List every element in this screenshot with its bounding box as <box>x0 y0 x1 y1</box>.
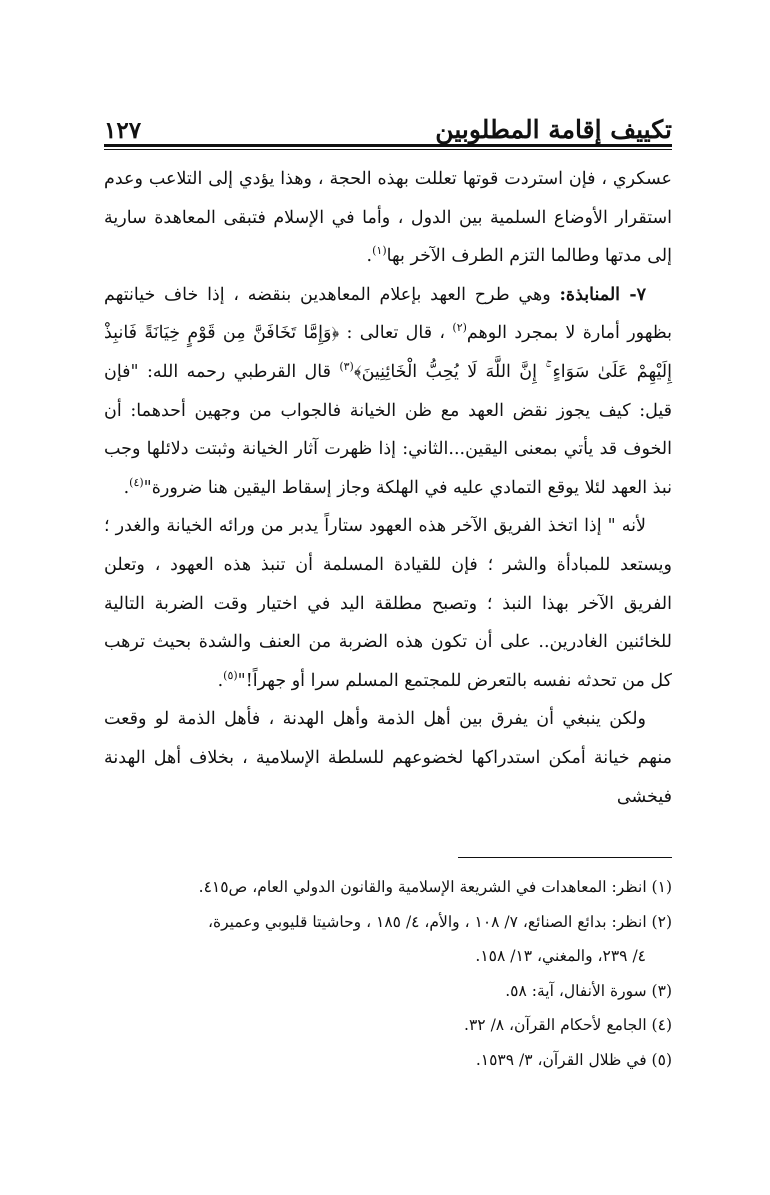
footnote-5: (٥) في ظلال القرآن، ٣/ ١٥٣٩. <box>475 1050 672 1069</box>
footnote-2: (٢) انظر: بدائع الصنائع، ٧/ ١٠٨ ، والأم، ٤/ ١٨٥ ، وحاشيتا قليوبي وعميرة، <box>207 912 672 931</box>
footnote-ref-5: (٥) <box>223 668 238 682</box>
header-rule-thick <box>104 144 672 147</box>
paragraph-2: ٧- المنابذة: وهي طرح العهد بإعلام المعاهدين بنقضه ، إذا خاف خيانتهم بظهور أمارة لا بمجرد الوهم$^{(٢)}$ ، قال تعالى : ﴿وَإِمَّا تَخَافَنَّ مِن قَوْمٍ خِيَانَةً فَانبِذْ إِلَيْهِمْ عَلَىٰ سَوَاءٍ ۚ إِنَّ اللَّهَ لَا يُحِبُّ الْخَائِنِينَ﴾$^{(٣)}$ قال القرطبي رحمه الله: "فإن قيل: كيف يجوز نقض العهد مع ظن الخيانة فالجواب من وجهين أحدهما: أن الخوف قد يأتي بمعنى اليقين...الثاني: إذا ظهرت آثار الخيانة وثبتت دلائلها وجب نبذ العهد لئلا يوقع التمادي عليه في الهلكة وجاز إسقاط اليقين هنا ضرورة"$^{(٤)}$. <box>104 284 673 498</box>
running-header <box>104 104 672 144</box>
footnote-ref-3: (٣) <box>339 360 354 374</box>
running-title: تكييف إقامة المطلوبين <box>435 115 672 144</box>
paragraph-1: عسكري ، فإن استردت قوتها تعللت بهذه الحجة ، وهذا يؤدي إلى التلاعب وعدم استقرار الأوضاع السلمية بين الدول ، وأما في الإسلام فتبقى المعاهدة سارية إلى مدتها وطالما التزم الطرف الآخر بها$^{(١)}$. <box>104 169 672 267</box>
paragraph-3: لأنه " إذا اتخذ الفريق الآخر هذه العهود ستاراً يدبر من ورائه الخيانة والغدر ؛ ويستعد للمبادأة والشر ؛ فإن للقيادة المسلمة أن تنبذ هذه العهود ، وتعلن الفريق الآخر بهذا النبذ ؛ وتصبح مطلقة اليد في اختيار وقت الضربة التالية للخائنين الغادرين.. على أن تكون هذه الضربة من العنف والشدة بحيث ترهب كل من تحدثه نفسه بالتعرض للمجتمع المسلم سرا أو جهراً!"$^{(٥)}$. <box>104 516 672 691</box>
footnote-2-continued: ٤/ ٢٣٩، والمغني، ١٣/ ١٥٨. <box>475 947 646 966</box>
footnote-ref-1: (١) <box>372 244 387 258</box>
main-text <box>104 160 672 816</box>
footnote-3: (٣) سورة الأنفال، آية: ٥٨. <box>505 981 672 1000</box>
footnote-ref-2: (٢) <box>452 321 467 335</box>
footnote-ref-4: (٤) <box>129 475 144 489</box>
section-term: ٧- المنابذة: <box>559 284 646 305</box>
footnotes <box>104 870 672 1078</box>
footnote-4: (٤) الجامع لأحكام القرآن، ٨/ ٣٢. <box>464 1016 672 1035</box>
footnote-separator <box>458 857 672 858</box>
quran-verse-span: ، قال تعالى : ﴿وَإِمَّا تَخَافَنَّ مِن قَوْمٍ خِيَانَةً فَانبِذْ إِلَيْهِمْ عَلَىٰ سَوَاءٍ ۚ إِنَّ اللَّهَ لَا يُحِبُّ الْخَائِنِينَ﴾ <box>104 323 672 382</box>
paragraph-4: ولكن ينبغي أن يفرق بين أهل الذمة وأهل الهدنة ، فأهل الذمة لو وقعت منهم خيانة أمكن استدراكها لخضوعهم للسلطة الإسلامية ، بخلاف أهل الهدنة فيخشى <box>104 709 672 807</box>
header-rule-thin <box>104 149 672 150</box>
footnote-1: (١) انظر: المعاهدات في الشريعة الإسلامية والقانون الدولي العام، ص٤١٥. <box>198 878 672 896</box>
page-number: ١٢٧ <box>104 117 142 144</box>
